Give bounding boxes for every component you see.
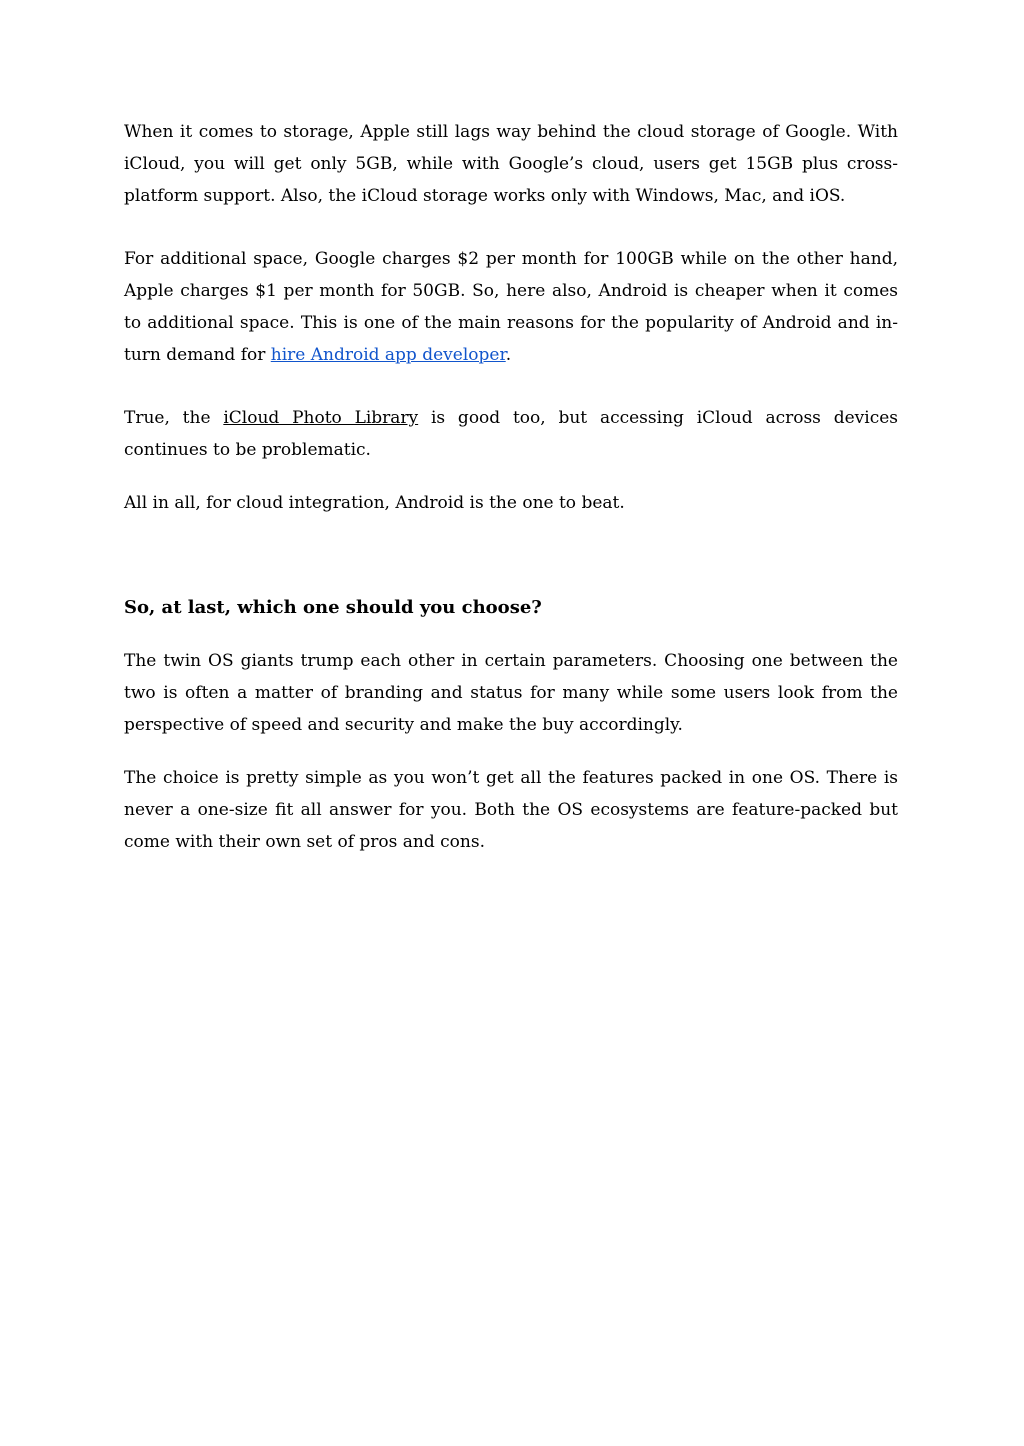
paragraph-pricing-text: For additional space, Google charges $2 per month for 100GB while on the other hand, Apple charges $1 per month for 50GB. So, here also, Android is cheaper when it comes to additional space. This is one of the main reasons for the popularity of Android and in-turn demand for bbox=[124, 249, 898, 365]
paragraph-summary: All in all, for cloud integration, Android is the one to beat. bbox=[124, 493, 625, 513]
spacer bbox=[124, 212, 898, 243]
spacer bbox=[124, 519, 898, 592]
paragraph-icloud-text: True, the bbox=[124, 408, 224, 428]
paragraph-pricing bbox=[124, 243, 898, 371]
paragraph-storage: When it comes to storage, Apple still lags way behind the cloud storage of Google. With iCloud, you will get only 5GB, while with Google’s cloud, users get 15GB plus cross-platform support. Also, the iCloud storage works only with Windows, Mac, and iOS. bbox=[124, 122, 898, 206]
paragraph-conclusion: The choice is pretty simple as you won’t get all the features packed in one OS. There is never a one-size fit all answer for you. Both the OS ecosystems are feature-packed but come with their own set of pros and cons. bbox=[124, 768, 898, 852]
hire-android-developer-link[interactable]: hire Android app developer bbox=[270, 345, 506, 365]
spacer bbox=[124, 466, 898, 487]
spacer bbox=[124, 741, 898, 762]
paragraph-icloud bbox=[124, 402, 898, 466]
section-heading: So, at last, which one should you choose? bbox=[124, 597, 542, 618]
spacer bbox=[124, 371, 898, 402]
icloud-photo-library-link[interactable]: iCloud Photo Library bbox=[223, 408, 419, 428]
paragraph-choice: The twin OS giants trump each other in certain parameters. Choosing one between the two is often a matter of branding and status for many while some users look from the perspective of speed and security and make the buy accordingly. bbox=[124, 651, 898, 735]
paragraph-pricing-end: . bbox=[505, 345, 512, 365]
document-body bbox=[124, 116, 898, 858]
spacer bbox=[124, 624, 898, 645]
paragraph-icloud-end: is good too, but accessing iCloud across devices continues to be problematic. bbox=[124, 408, 898, 460]
